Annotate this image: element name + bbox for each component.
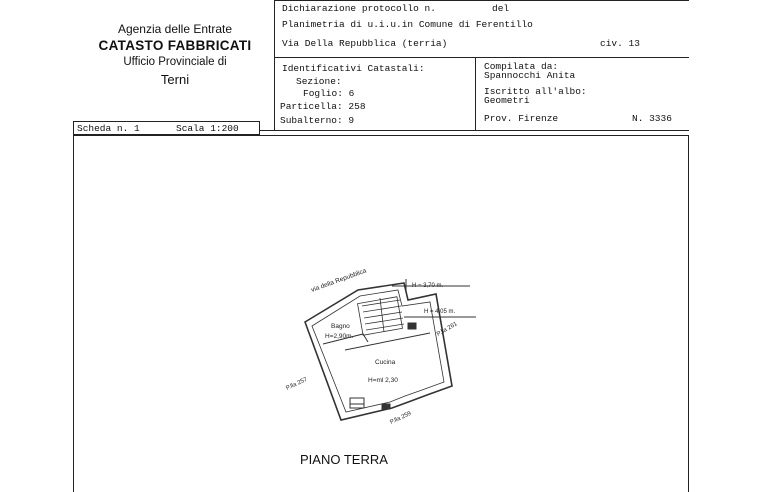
civic-number: civ. 13	[600, 38, 640, 49]
province: Prov. Firenze	[484, 113, 559, 124]
agency-name: Agenzia delle Entrate	[117, 22, 233, 36]
height-label-1: H = 3,70 m.	[412, 283, 444, 289]
parcel-261: P.lla 261	[436, 321, 459, 338]
protocol-del: del	[492, 3, 510, 14]
street-label: via della Repubblica	[310, 267, 368, 294]
bagno-height: H=2,90m.	[325, 333, 354, 340]
door-mark-2	[382, 404, 390, 409]
register-label: Iscritto all'albo:	[484, 86, 587, 97]
cadastre-title: CATASTO FABBRICATI	[98, 38, 252, 53]
planimetry-line: Planimetria di u.i.u.in Comune di Ferentillo	[282, 19, 533, 30]
identifier-particella: Particella: 258	[280, 101, 366, 112]
identifier-sezione: Sezione:	[296, 76, 342, 87]
identifier-subalterno: Subalterno: 9	[280, 115, 355, 126]
staircase	[358, 297, 404, 335]
door-mark-1	[408, 323, 416, 329]
sheet-scale: Scala 1:200	[176, 123, 239, 134]
bagno-label: Bagno	[331, 323, 350, 330]
address-line: Via Della Repubblica (terria)	[282, 38, 448, 49]
window-mark	[350, 398, 364, 408]
parcel-259: P.lla 259	[389, 410, 413, 426]
province-name: Terni	[160, 72, 190, 87]
identifiers-title: Identificativi Catastali:	[282, 63, 425, 74]
cucina-height: H=ml 2,30	[368, 377, 398, 384]
sheet-number: Scheda n. 1	[77, 123, 140, 134]
provincial-office: Ufficio Provinciale di	[123, 56, 227, 68]
protocol-label: Dichiarazione protocollo n.	[282, 3, 436, 14]
identifier-foglio: Foglio: 6	[303, 88, 355, 99]
cucina-label: Cucina	[375, 359, 396, 366]
height-label-2: H = 4,05 m.	[424, 309, 456, 315]
compiled-by-name: Spannocchi Anita	[484, 70, 576, 81]
compiled-by-label: Compilata da:	[484, 61, 559, 72]
register-value: Geometri	[484, 95, 530, 106]
registration-number: N. 3336	[632, 113, 672, 124]
parcel-257: P.lla 257	[285, 376, 309, 392]
floor-title: PIANO TERRA	[300, 452, 388, 467]
